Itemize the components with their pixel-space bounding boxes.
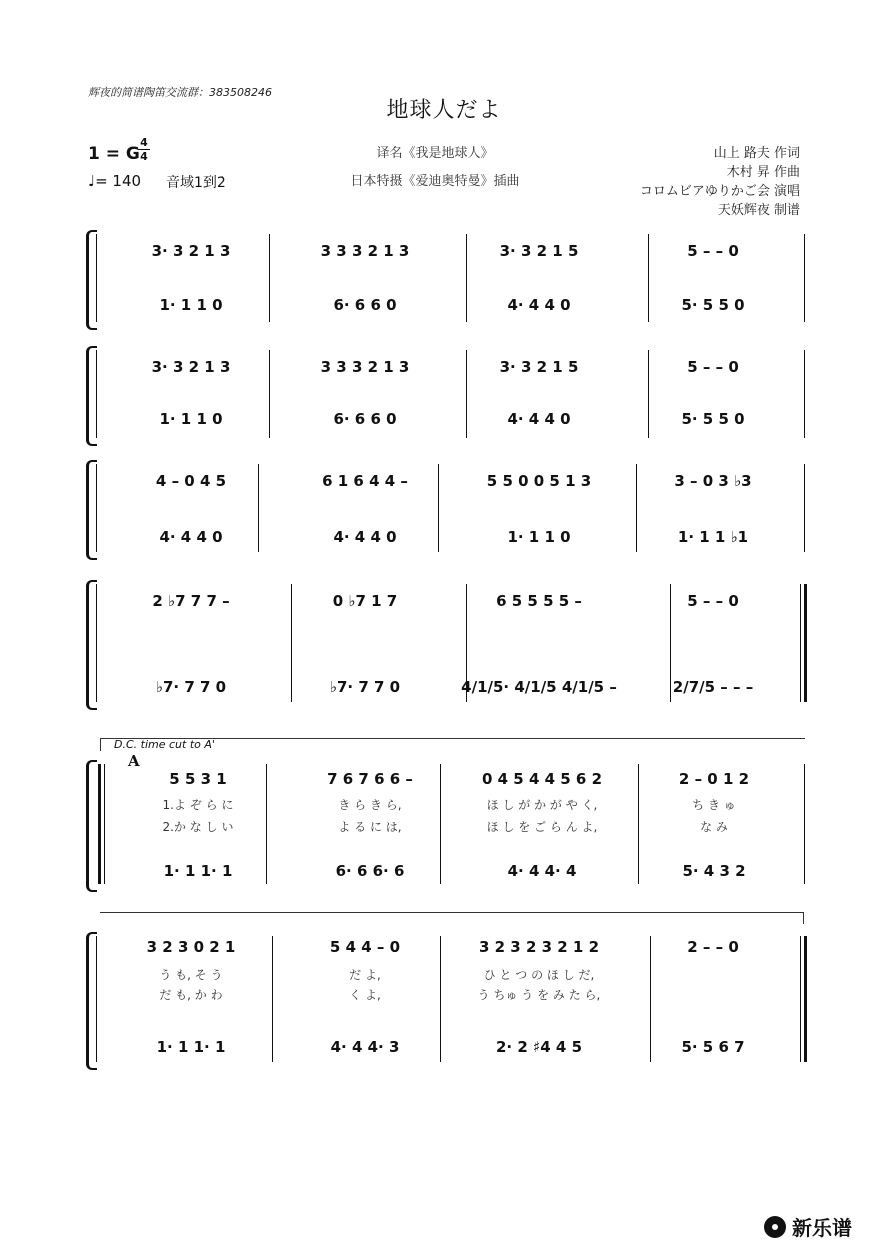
measure: 6· 6 6· 6: [335, 862, 405, 880]
upper-staff: [104, 472, 800, 490]
lyric-line-1: [104, 966, 800, 983]
range: 音域1到2̇: [166, 175, 226, 191]
measure: 5 5 0 0 5 1 3: [486, 472, 592, 490]
lyric: [626, 986, 800, 1003]
upper-staff: [104, 938, 800, 956]
measure: 4· 4 4 0: [507, 410, 571, 428]
lower-staff: [104, 1038, 800, 1056]
time-signature: [138, 137, 150, 162]
lyric: ち き ゅ: [692, 798, 736, 812]
measure: 6 5 5 5 5 –: [496, 592, 582, 610]
measure: 5· 5 6 7: [681, 1038, 745, 1056]
upper-staff: [104, 358, 800, 376]
measure: 5 – – 0: [687, 242, 739, 260]
measure: 5 5 3 1: [169, 770, 227, 788]
composer: 木村 昇 作曲: [726, 165, 800, 180]
upper-staff: [112, 770, 800, 788]
measure: 4· 4 4 0: [333, 528, 397, 546]
score-system-2: [88, 346, 806, 442]
lyric: ほ し が か が や く,: [486, 798, 598, 812]
measure: 3 – 0 3 ♭3: [674, 472, 752, 490]
lyric: だ よ,: [349, 968, 381, 982]
measure: 3 2 3 0 2 1: [146, 938, 236, 956]
score-system-5: [88, 760, 806, 888]
lyric: 2.か な し い: [162, 820, 234, 834]
lyricist: 山上 路夫 作词: [713, 146, 800, 161]
lower-staff: [104, 678, 800, 696]
measure: 3· 3 2 1 3: [151, 358, 231, 376]
measure: 0 ♭7 1 7: [332, 592, 398, 610]
lyric: き ら き ら,: [338, 798, 402, 812]
measure: 7 6 7 6 6 –: [327, 770, 413, 788]
measure: 5 4 4 – 0: [329, 938, 401, 956]
measure: 6· 6 6 0: [333, 296, 397, 314]
measure: 4· 4 4· 3: [330, 1038, 400, 1056]
singer: コロムビアゆりかご会 演唱: [639, 184, 800, 199]
group-note: 辉夜的简谱陶笛交流群：383508246: [88, 86, 272, 99]
lower-staff: [112, 862, 800, 880]
lower-staff: [104, 528, 800, 546]
measure: 5 – – 0: [687, 592, 739, 610]
measure: 3· 3 2 1 5: [499, 242, 579, 260]
rehearsal-mark: A: [128, 752, 140, 770]
measure: 5· 4 3 2: [682, 862, 746, 880]
lyric: 1.よ ぞ ら に: [162, 798, 234, 812]
measure: 3 3 3 2 1 3: [320, 358, 410, 376]
measure: ♭7· 7 7 0: [329, 678, 401, 696]
lyric-line-2: [112, 818, 800, 835]
upper-staff: [104, 242, 800, 260]
score-system-4: [88, 580, 806, 706]
measure: 1· 1 1 0: [159, 296, 223, 314]
measure: 5· 5 5 0: [681, 296, 745, 314]
measure: 1· 1 1 0: [159, 410, 223, 428]
measure: 2· 2 ♯4 4 5: [495, 1038, 583, 1056]
song-title: 地球人だよ: [386, 98, 502, 123]
lower-staff: [104, 296, 800, 314]
measure: 5· 5 5 0: [681, 410, 745, 428]
measure: 3 3 3 2 1 3: [320, 242, 410, 260]
measure: 2 ♭7 7 7 –: [152, 592, 230, 610]
measure: ♭7· 7 7 0: [155, 678, 227, 696]
site-logo: [764, 1212, 852, 1241]
vinyl-disc-icon: [764, 1216, 786, 1238]
measure: 4/1/5· 4/1/5 4/1/5 –: [461, 678, 617, 696]
lyric: く よ,: [349, 988, 381, 1002]
measure: 4 – 0 4 5: [155, 472, 227, 490]
lyric: [626, 966, 800, 983]
measure: 1· 1 1 0: [507, 528, 571, 546]
lyric: よ る に は,: [338, 820, 402, 834]
measure: 1· 1 1· 1: [163, 862, 233, 880]
lyric: ほ し を ご ら ん よ,: [486, 820, 598, 834]
measure: 1· 1 1 ♭1: [677, 528, 749, 546]
lyric: う ちゅ う を み た ら,: [477, 988, 601, 1002]
measure: 6· 6 6 0: [333, 410, 397, 428]
time-signature-top: 4: [140, 136, 148, 149]
lower-staff: [104, 410, 800, 428]
logo-text: 新乐谱: [792, 1216, 852, 1240]
lyric: だ も, か わ: [159, 988, 223, 1002]
arranger: 天妖辉夜 制谱: [717, 203, 800, 218]
measure: 2 – – 0: [687, 938, 739, 956]
key-signature: 1 = G: [88, 144, 140, 164]
measure: 1· 1 1· 1: [156, 1038, 226, 1056]
measure: 2/7/5 – – –: [672, 678, 754, 696]
volta-line: [100, 912, 804, 913]
score-system-3: [88, 460, 806, 556]
volta-line-end: [803, 912, 804, 924]
lyric-line-2: [104, 986, 800, 1003]
usage-note: 日本特摄《爱迪奥特曼》插曲: [350, 174, 520, 189]
measure: 6 1 6 4 4 –: [322, 472, 408, 490]
measure: 3· 3 2 1 5: [499, 358, 579, 376]
measure: 3· 3 2 1 3: [151, 242, 231, 260]
measure: 4· 4 4 0: [507, 296, 571, 314]
lyric: な み: [700, 820, 728, 834]
measure: 0 4 5 4 4 5 6 2: [481, 770, 603, 788]
score-system-1: [88, 230, 806, 326]
score-system-6: [88, 932, 806, 1066]
time-signature-bottom: 4: [140, 150, 148, 163]
upper-staff: [104, 592, 800, 610]
dc-marking: D.C. time cut to A': [114, 738, 215, 751]
measure: 2 – 0 1 2: [678, 770, 750, 788]
measure: 3 2 3 2 3 2 1 2: [478, 938, 600, 956]
subtitle: 译名《我是地球人》: [376, 146, 494, 161]
measure: 5 – – 0: [687, 358, 739, 376]
measure: 4· 4 4 0: [159, 528, 223, 546]
lyric: ひ と つ の ほ し だ,: [483, 968, 595, 982]
lyric: う も, そ う: [159, 968, 223, 982]
tempo: ♩= 140: [88, 172, 142, 190]
measure: 4· 4 4· 4: [507, 862, 577, 880]
lyric-line-1: [112, 796, 800, 813]
